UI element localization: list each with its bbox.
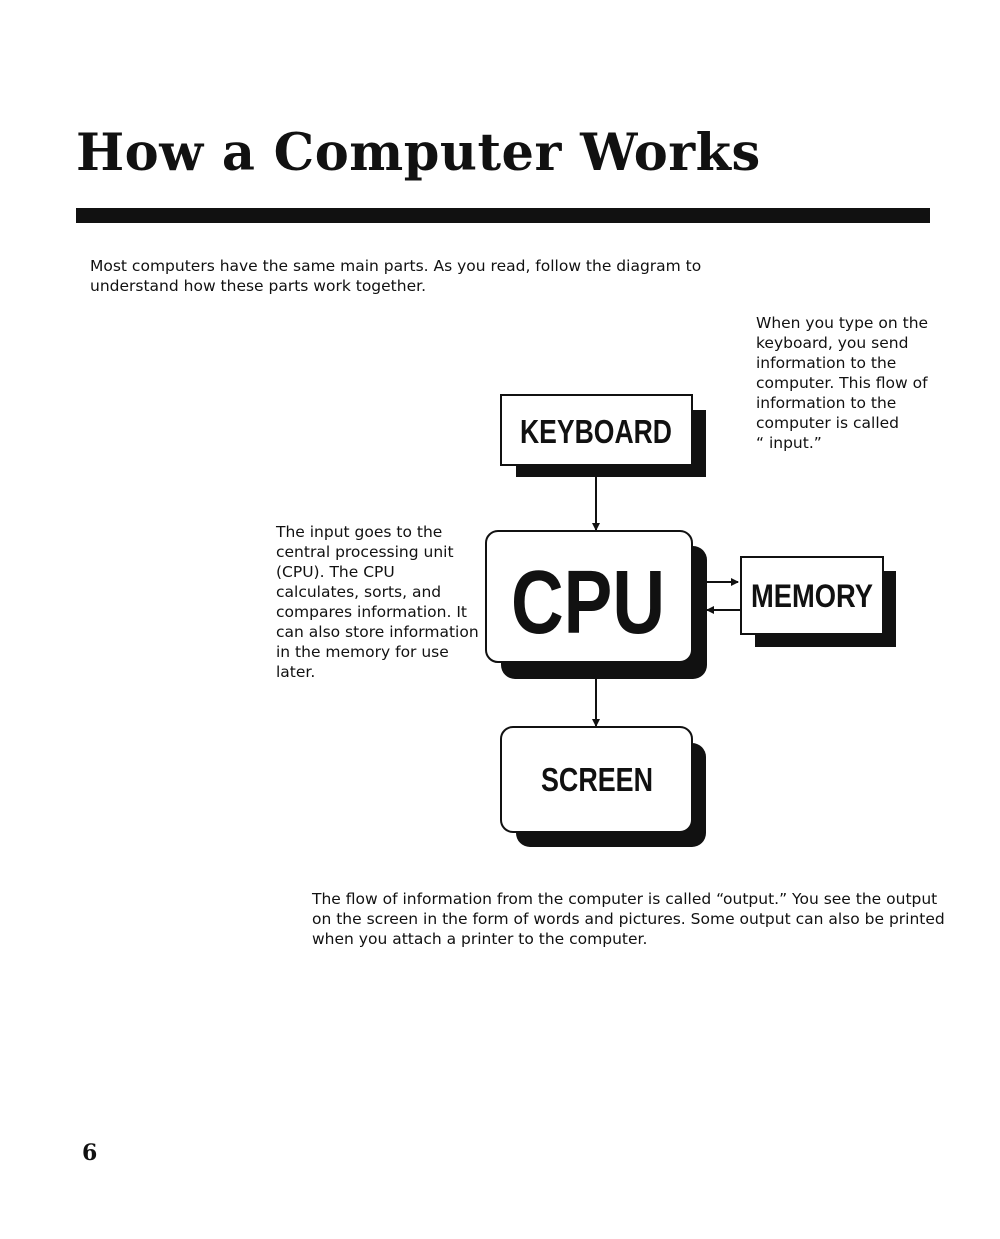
output-paragraph: The flow of information from the computer is called “output.” You see the output on the screen in the form of words and pictures. Some output can also be printed when you attach a printer to the computer. (312, 890, 945, 948)
page-title: How a Computer Works (76, 123, 761, 183)
keyboard-label: KEYBOARD (520, 413, 672, 450)
cpu-box (486, 531, 707, 679)
cpu-label: CPU (511, 553, 665, 653)
page-number: 6 (82, 1140, 98, 1166)
memory-label: MEMORY (751, 578, 873, 614)
screen-label: SCREEN (541, 761, 653, 798)
keyboard-note: When you type on the keyboard, you send information to the computer. This flow of information to the computer is called “ input.” (756, 314, 929, 452)
keyboard-box (501, 395, 706, 477)
cpu-note: The input goes to the central processing unit (CPU). The CPU calculates, sorts, and compares information. It can also store information in the memory for use later. (276, 523, 479, 681)
memory-box (741, 557, 896, 647)
screen-box (501, 727, 706, 847)
intro-paragraph: Most computers have the same main parts. As you read, follow the diagram to understand how these parts work together. (90, 257, 702, 295)
